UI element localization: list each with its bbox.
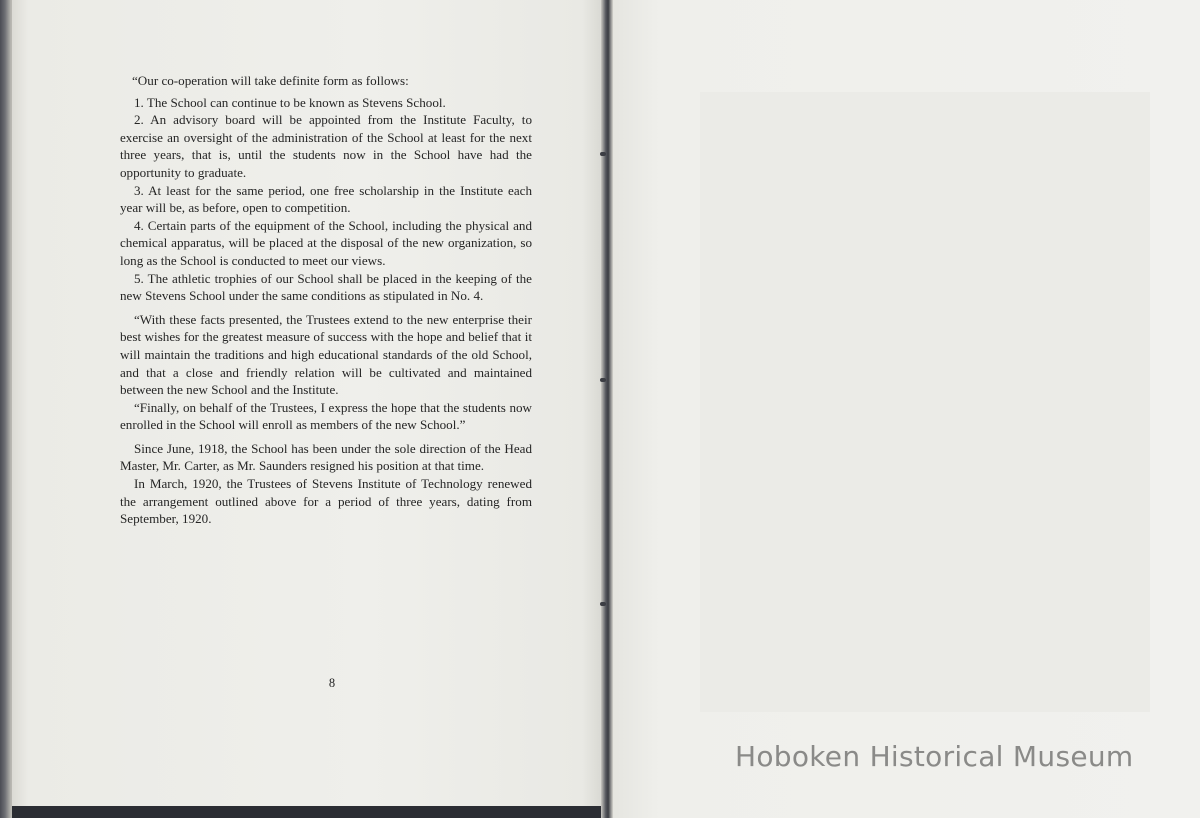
staple bbox=[600, 152, 606, 156]
watermark: Hoboken Historical Museum bbox=[735, 740, 1134, 773]
list-item: 1. The School can continue to be known as Stevens School. bbox=[134, 94, 446, 110]
book-edge bbox=[0, 0, 12, 818]
list-item: 3. At least for the same period, one free scholarship in the Institute each year will be, as before, open to competition. bbox=[120, 182, 532, 216]
staple bbox=[600, 602, 606, 606]
paragraph: “With these facts presented, the Trustees extend to the new enterprise their best wishes for the greatest measure of success with the hope and belief that it will maintain the traditions and high educational standards of the old School, and that a close and friendly relation will be cultivated and maintained between the new School and the Institute. bbox=[120, 311, 532, 398]
paragraph: “Our co-operation will take definite form as follows: bbox=[132, 73, 409, 88]
book-gutter bbox=[601, 0, 613, 818]
page-text bbox=[120, 72, 532, 528]
list-item: 2. An advisory board will be appointed from the Institute Faculty, to exercise an oversight of the administration of the School at least for the next three years, that is, until the students now in the School have had the opportunity to graduate. bbox=[120, 112, 532, 180]
blank-page-area bbox=[700, 92, 1150, 712]
paragraph: In March, 1920, the Trustees of Stevens Institute of Technology renewed the arrangement outlined above for a period of three years, dating from September, 1920. bbox=[120, 476, 532, 527]
staple bbox=[600, 378, 606, 382]
paragraph: Since June, 1918, the School has been under the sole direction of the Head Master, Mr. Carter, as Mr. Saunders resigned his position at that time. bbox=[120, 440, 532, 474]
list-item: 4. Certain parts of the equipment of the School, including the physical and chemical apparatus, will be placed at the disposal of the new organization, so long as the School is conducted to meet our views. bbox=[120, 217, 532, 268]
list-item: 5. The athletic trophies of our School shall be placed in the keeping of the new Stevens School under the same conditions as stipulated in No. 4. bbox=[120, 270, 532, 304]
page-number: 8 bbox=[328, 676, 336, 690]
paragraph: “Finally, on behalf of the Trustees, I express the hope that the students now enrolled in the School will enroll as members of the new School.” bbox=[120, 399, 532, 433]
